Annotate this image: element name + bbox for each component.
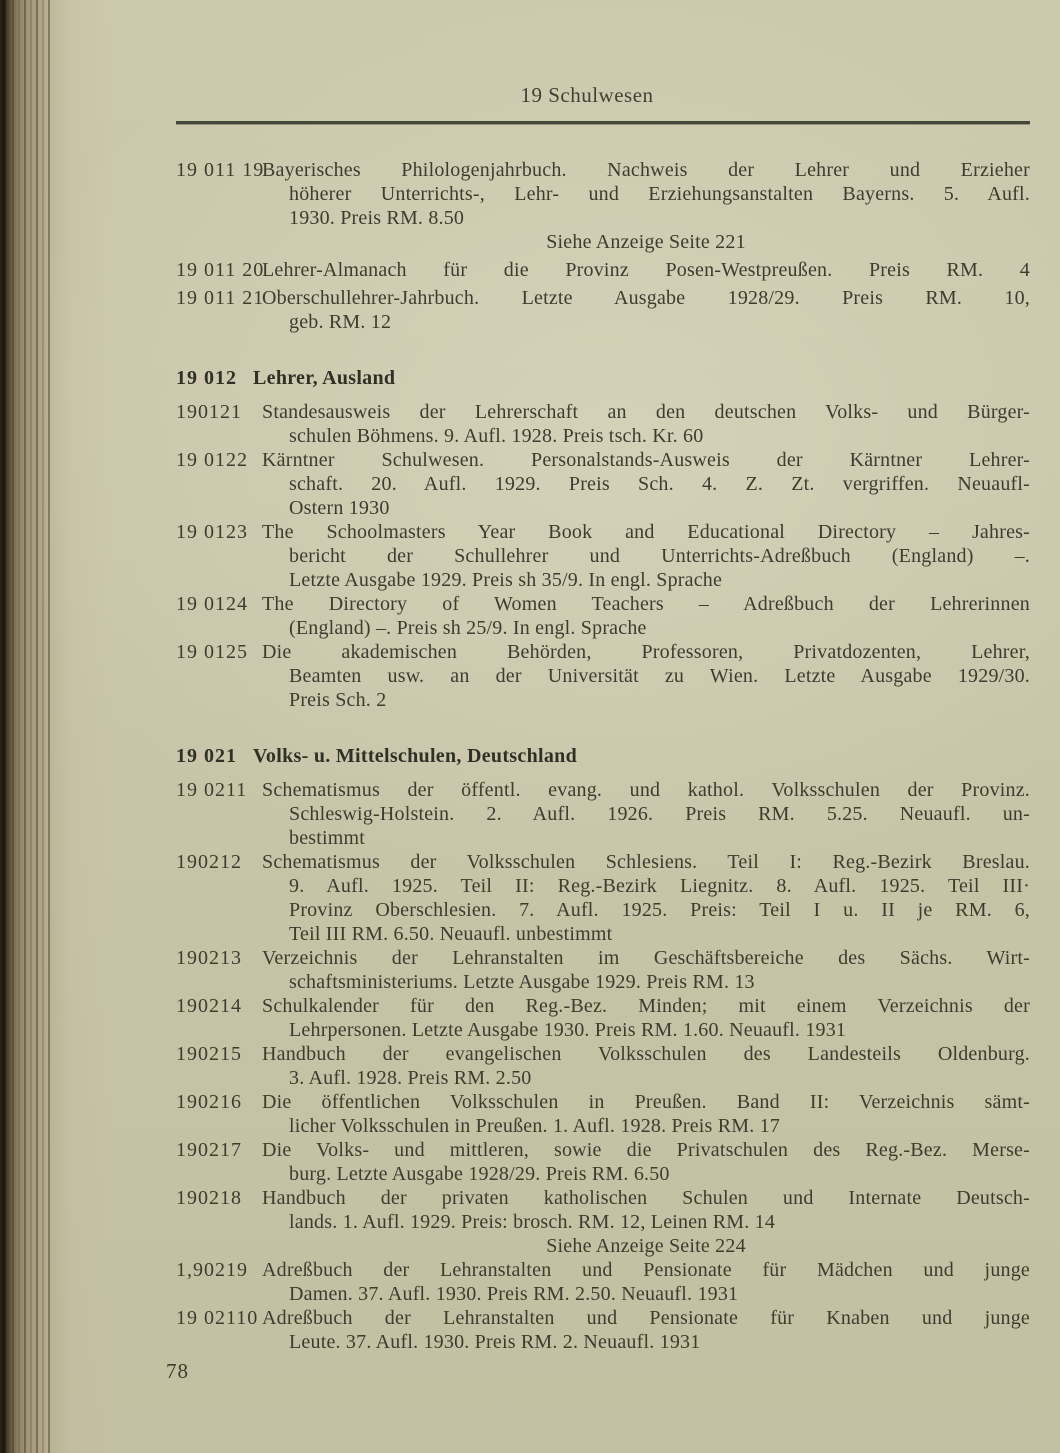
entry-line: Handbuch der privaten katholischen Schulen und Internate Deutsch- <box>262 1187 1030 1209</box>
entry-line: Lehrer-Almanach für die Provinz Posen-Westpreußen. Preis RM. 4 <box>262 259 1030 281</box>
entry-number: 19 0125 <box>176 641 248 663</box>
catalog-entry <box>176 1090 1030 1138</box>
entry-number: 19 0123 <box>176 521 248 543</box>
entry-number: 190217 <box>176 1139 242 1161</box>
entry-line: Lehrpersonen. Letzte Ausgabe 1930. Preis RM. 1.60. Neuaufl. 1931 <box>289 1019 847 1041</box>
entry-line: Verzeichnis der Lehranstalten im Geschäftsbereiche des Sächs. Wirt- <box>262 947 1030 969</box>
entry-line: Die Volks- und mittleren, sowie die Privatschulen des Reg.-Bez. Merse- <box>262 1139 1030 1161</box>
section-number: 19 012 <box>176 367 237 389</box>
entry-number: 19 0211 <box>176 779 248 801</box>
entry-line: Standesausweis der Lehrerschaft an den deutschen Volks- und Bürger- <box>262 401 1030 423</box>
entry-line: Die öffentlichen Volksschulen in Preußen. Band II: Verzeichnis sämt- <box>262 1091 1030 1113</box>
entry-line: Teil III RM. 6.50. Neuaufl. unbestimmt <box>289 923 613 945</box>
entry-line: Damen. 37. Aufl. 1930. Preis RM. 2.50. Neuaufl. 1931 <box>289 1283 739 1305</box>
catalog-entry <box>176 946 1030 994</box>
entry-group <box>176 778 1030 1354</box>
entry-line: 3. Aufl. 1928. Preis RM. 2.50 <box>289 1067 532 1089</box>
entry-number: 190212 <box>176 851 242 873</box>
entry-line: bericht der Schullehrer und Unterrichts-Adreßbuch (England) –. <box>289 545 1030 567</box>
catalog-entry <box>176 640 1030 712</box>
entry-number: 190213 <box>176 947 242 969</box>
catalog <box>176 158 1030 1354</box>
entry-number: 190216 <box>176 1091 242 1113</box>
entry-line: Provinz Oberschlesien. 7. Aufl. 1925. Preis: Teil I u. II je RM. 6, <box>289 899 1030 921</box>
entry-line: schulen Böhmens. 9. Aufl. 1928. Preis tsch. Kr. 60 <box>289 425 704 447</box>
catalog-entry <box>176 592 1030 640</box>
page-number: 78 <box>166 1359 189 1383</box>
see-advert-note: Siehe Anzeige Seite 224 <box>546 1235 746 1257</box>
entry-number: 1,90219 <box>176 1259 248 1281</box>
entry-line: Beamten usw. an der Universität zu Wien. Letzte Ausgabe 1929/30. <box>289 665 1030 687</box>
running-header-title: 19 Schulwesen <box>520 83 654 107</box>
entry-line: Schematismus der Volksschulen Schlesiens. Teil I: Reg.-Bezirk Breslau. <box>262 851 1030 873</box>
entry-line: licher Volksschulen in Preußen. 1. Aufl. 1928. Preis RM. 17 <box>289 1115 781 1137</box>
entry-line: lands. 1. Aufl. 1929. Preis: brosch. RM. 12, Leinen RM. 14 <box>289 1211 776 1233</box>
catalog-entry <box>176 520 1030 592</box>
entry-group <box>176 400 1030 712</box>
entry-line: Schulkalender für den Reg.-Bez. Minden; mit einem Verzeichnis der <box>262 995 1030 1017</box>
entry-line: höherer Unterrichts-, Lehr- und Erziehungsanstalten Bayerns. 5. Aufl. <box>289 183 1030 205</box>
catalog-entry <box>176 1186 1030 1258</box>
section-heading <box>176 744 1030 768</box>
entry-line: Schematismus der öffentl. evang. und kathol. Volksschulen der Provinz. <box>262 779 1030 801</box>
header-rule <box>176 121 1030 124</box>
entry-line: 1930. Preis RM. 8.50 <box>289 207 465 229</box>
entry-line: Ostern 1930 <box>289 497 390 519</box>
entry-line: The Schoolmasters Year Book and Educational Directory – Jahres- <box>262 521 1030 543</box>
entry-number: 19 0124 <box>176 593 248 615</box>
catalog-entry <box>176 994 1030 1042</box>
catalog-entry <box>176 1138 1030 1186</box>
entry-line: schaft. 20. Aufl. 1929. Preis Sch. 4. Z. Zt. vergriffen. Neuaufl- <box>289 473 1030 495</box>
entry-line: Leute. 37. Aufl. 1930. Preis RM. 2. Neuaufl. 1931 <box>289 1331 701 1353</box>
entry-line: bestimmt <box>289 827 366 849</box>
entry-line: Schleswig-Holstein. 2. Aufl. 1926. Preis RM. 5.25. Neuaufl. un- <box>289 803 1030 825</box>
entry-line: The Directory of Women Teachers – Adreßbuch der Lehrerinnen <box>262 593 1030 615</box>
entry-number: 190214 <box>176 995 242 1017</box>
entry-line: (England) –. Preis sh 25/9. In engl. Sprache <box>289 617 647 639</box>
entry-number: 19 011 19 <box>176 159 265 181</box>
catalog-entry <box>176 1306 1030 1354</box>
entry-line: Letzte Ausgabe 1929. Preis sh 35/9. In engl. Sprache <box>289 569 723 591</box>
see-advert-note: Siehe Anzeige Seite 221 <box>546 231 746 253</box>
entry-number: 190218 <box>176 1187 242 1209</box>
entry-line: Kärntner Schulwesen. Personalstands-Ausweis der Kärntner Lehrer- <box>262 449 1030 471</box>
entry-line: Adreßbuch der Lehranstalten und Pensionate für Knaben und junge <box>262 1307 1030 1329</box>
entry-line: geb. RM. 12 <box>289 311 392 333</box>
entry-line: burg. Letzte Ausgabe 1928/29. Preis RM. 6.50 <box>289 1163 670 1185</box>
catalog-entry <box>176 1042 1030 1090</box>
catalog-entry <box>176 850 1030 946</box>
entry-line: Handbuch der evangelischen Volksschulen des Landesteils Oldenburg. <box>262 1043 1030 1065</box>
entry-line: Oberschullehrer-Jahrbuch. Letzte Ausgabe 1928/29. Preis RM. 10, <box>262 287 1030 309</box>
entry-line: 9. Aufl. 1925. Teil II: Reg.-Bezirk Liegnitz. 8. Aufl. 1925. Teil III· <box>289 875 1030 897</box>
entry-number: 19 02110 <box>176 1307 259 1329</box>
page-content <box>166 0 1030 1384</box>
section-title: Lehrer, Ausland <box>253 367 396 389</box>
entry-number: 19 011 20 <box>176 259 265 281</box>
entry-line: Die akademischen Behörden, Professoren, Privatdozenten, Lehrer, <box>262 641 1030 663</box>
section-title: Volks- u. Mittelschulen, Deutschland <box>253 745 577 767</box>
entry-number: 19 011 21 <box>176 287 265 309</box>
entry-number: 19 0122 <box>176 449 248 471</box>
entry-line: schaftsministeriums. Letzte Ausgabe 1929. Preis RM. 13 <box>289 971 755 993</box>
catalog-entry <box>176 1258 1030 1306</box>
entry-number: 190215 <box>176 1043 242 1065</box>
entry-number: 190121 <box>176 401 242 423</box>
catalog-entry <box>176 400 1030 448</box>
entry-line: Adreßbuch der Lehranstalten und Pensionate für Mädchen und junge <box>262 1259 1030 1281</box>
catalog-entry <box>176 448 1030 520</box>
book-binding-edge <box>0 0 50 1453</box>
catalog-entry <box>176 258 1030 282</box>
section-heading <box>176 366 1030 390</box>
section-number: 19 021 <box>176 745 237 767</box>
catalog-entry <box>176 158 1030 254</box>
entry-group <box>176 158 1030 334</box>
catalog-entry <box>176 778 1030 850</box>
entry-line: Preis Sch. 2 <box>289 689 387 711</box>
entry-line: Bayerisches Philologenjahrbuch. Nachweis der Lehrer und Erzieher <box>262 159 1030 181</box>
catalog-entry <box>176 286 1030 334</box>
